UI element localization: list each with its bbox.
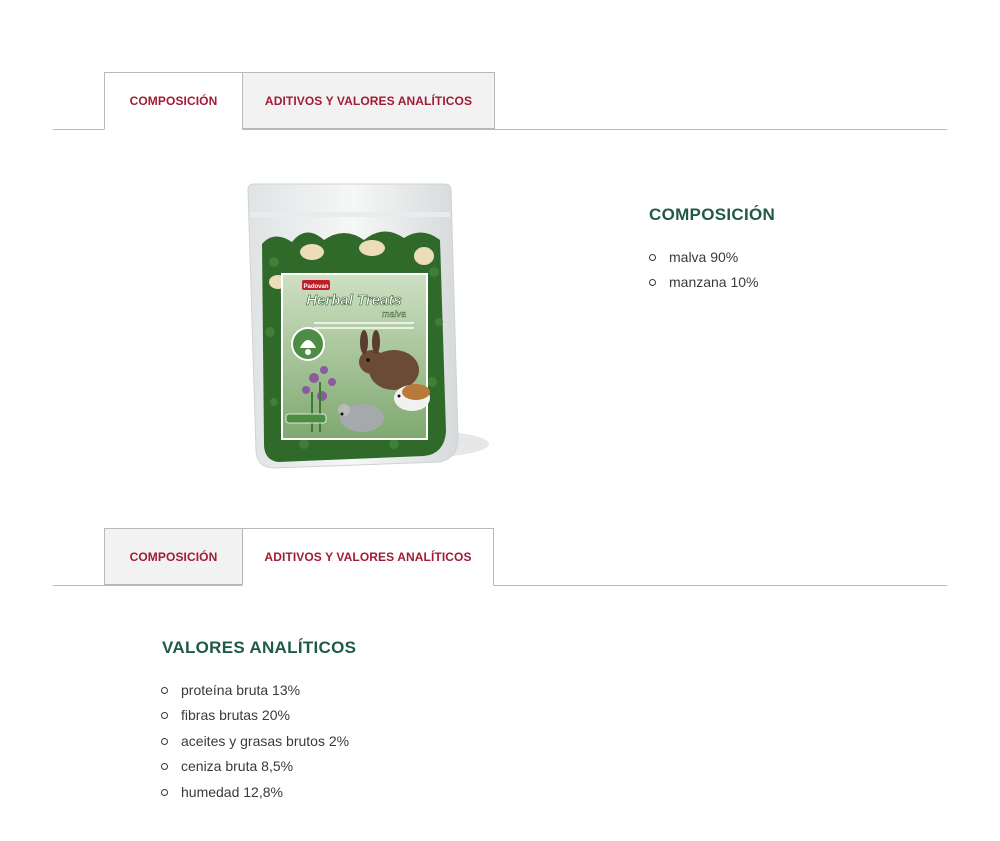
tab-bar-top: [53, 72, 947, 130]
composition-list: [649, 245, 759, 296]
tab-bar-bottom: [53, 528, 947, 586]
list-item: manzana 10%: [649, 270, 759, 295]
list-item: ceniza bruta 8,5%: [161, 754, 349, 779]
tab-aditivos[interactable]: ADITIVOS Y VALORES ANALÍTICOS: [242, 72, 495, 129]
analytics-list: [161, 678, 349, 805]
tab-composicion[interactable]: COMPOSICIÓN: [104, 528, 243, 585]
brand-logo-text: Padovan: [303, 284, 329, 290]
tab-composicion[interactable]: COMPOSICIÓN: [104, 72, 243, 130]
svg-text:malva: malva: [382, 309, 407, 319]
list-item: proteína bruta 13%: [161, 678, 349, 703]
analytics-heading: VALORES ANALÍTICOS: [162, 638, 357, 657]
product-image: [244, 182, 489, 482]
tab-divider: [53, 585, 947, 586]
list-item: malva 90%: [649, 245, 759, 270]
list-item: humedad 12,8%: [161, 780, 349, 805]
list-item: fibras brutas 20%: [161, 703, 349, 728]
composition-heading: COMPOSICIÓN: [649, 205, 776, 224]
tab-aditivos[interactable]: ADITIVOS Y VALORES ANALÍTICOS: [242, 528, 494, 586]
list-item: aceites y grasas brutos 2%: [161, 729, 349, 754]
svg-text:Herbal Treats: Herbal Treats: [306, 292, 402, 309]
